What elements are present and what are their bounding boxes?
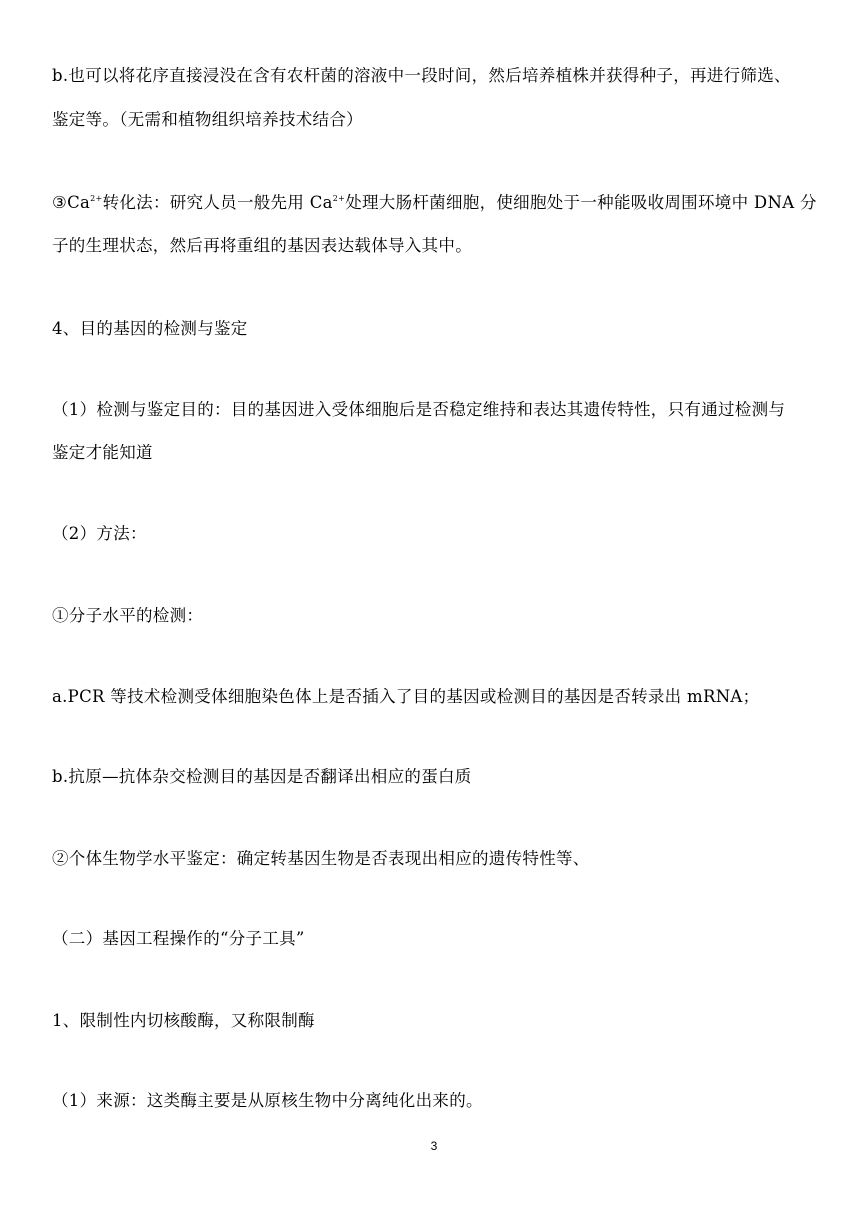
section-heading: 1、限制性内切核酸酶，又称限制酶: [52, 1011, 315, 1030]
section-heading: 4、目的基因的检测与鉴定: [52, 319, 248, 338]
paragraph-line: b.抗原—抗体杂交检测目的基因是否翻译出相应的蛋白质: [52, 767, 472, 786]
text-run: 处理大肠杆菌细胞，使细胞处于一种能吸收周围环境中 DNA 分: [345, 193, 817, 212]
section-heading: （二）基因工程操作的“分子工具”: [52, 929, 305, 948]
paragraph-line: b.也可以将花序直接浸没在含有农杆菌的溶液中一段时间，然后培养植株并获得种子，再进行筛选、: [52, 66, 791, 85]
paragraph-line: a.PCR 等技术检测受体细胞染色体上是否插入了目的基因或检测目的基因是否转录出 mRNA；: [52, 687, 760, 706]
paragraph-line: [52, 192, 828, 214]
paragraph-line: ②个体生物学水平鉴定：确定转基因生物是否表现出相应的遗传特性等、: [52, 849, 590, 868]
page-number: 3: [430, 1139, 438, 1153]
paragraph-line: 子的生理状态，然后再将重组的基因表达载体导入其中。: [52, 236, 472, 255]
paragraph-line: （1）检测与鉴定目的：目的基因进入受体细胞后是否稳定维持和表达其遗传特性，只有通过检测与: [52, 400, 786, 419]
paragraph-line: 鉴定才能知道: [52, 443, 153, 462]
text-run: 转化法：研究人员一般先用 Ca: [102, 193, 333, 212]
superscript: 2+: [90, 194, 103, 203]
paragraph-line: ①分子水平的检测：: [52, 606, 204, 625]
superscript: 2+: [332, 194, 346, 203]
paragraph-line: （1）来源：这类酶主要是从原核生物中分离纯化出来的。: [52, 1091, 483, 1110]
paragraph-line: 鉴定等。（无需和植物组织培养技术结合）: [52, 110, 363, 129]
text-run: ③Ca: [52, 193, 91, 212]
paragraph-line: （2）方法：: [52, 524, 147, 543]
